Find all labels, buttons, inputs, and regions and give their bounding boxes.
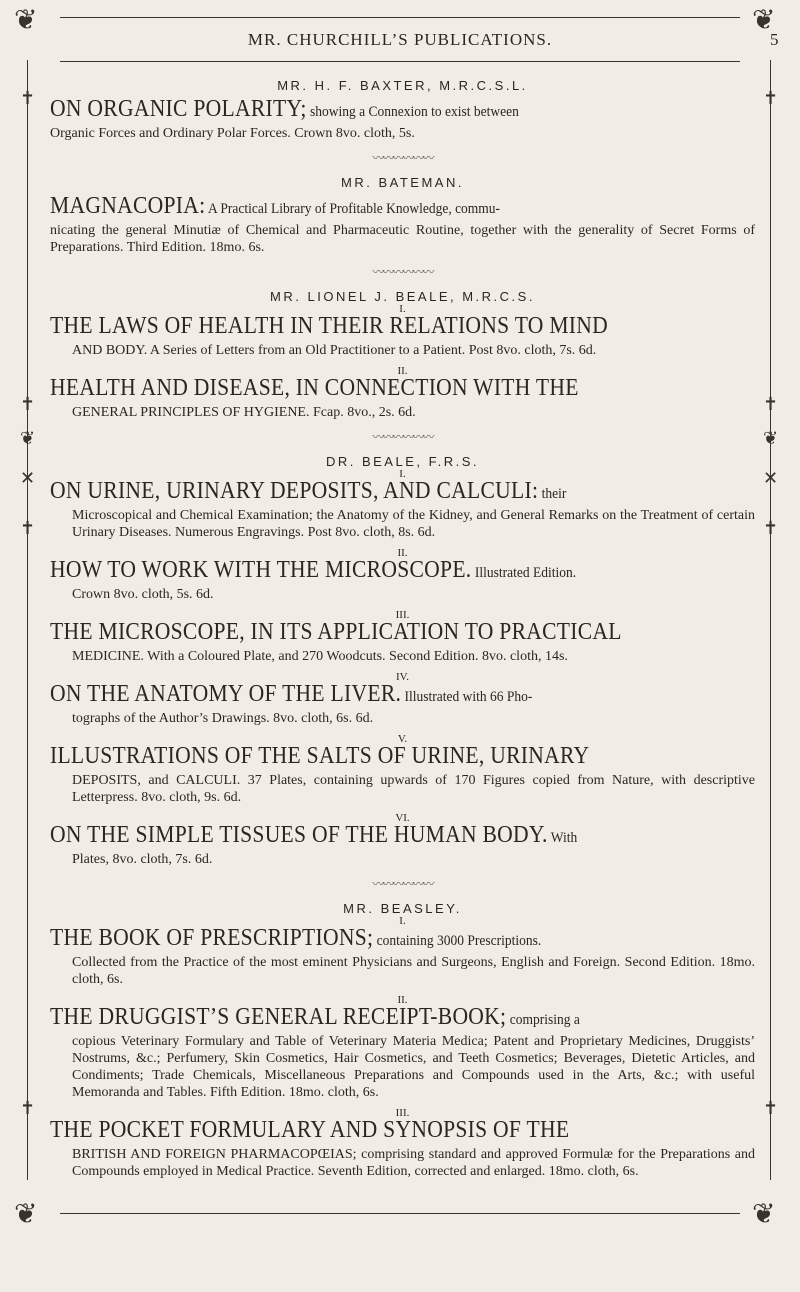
catalogue-entry [50,734,755,806]
entry-title-main: ON THE ANATOMY OF THE LIVER. [50,681,402,707]
entry-title-tail: comprising a [506,1012,580,1028]
entry-title-main: THE LAWS OF HEALTH IN THEIR RELATIONS TO MIND [50,313,609,339]
author-heading: MR. LIONEL J. BEALE, M.R.C.S. [270,289,535,304]
side-ornament-left-5: ✝ [20,518,36,539]
entry-title-main: ON URINE, URINARY DEPOSITS, AND CALCULI: [50,478,539,504]
entry-numeral: III. [395,609,410,621]
entry-title [50,479,685,507]
entry-title [50,1118,685,1146]
entry-description: Crown 8vo. cloth, 5s. 6d. [72,587,214,602]
author-heading: MR. BEASLEY. [343,901,462,916]
side-ornament-left-1: ✝ [20,88,36,109]
side-ornament-right-5: ✝ [763,518,779,539]
entry-description: Organic Forces and Ordinary Polar Forces. Crown 8vo. cloth, 5s. [50,126,415,141]
side-ornament-left-6: ✝ [20,1098,36,1119]
entry-title-tail: Illustrated with 66 Pho- [401,689,533,705]
side-ornament-right-2: ✝ [763,394,779,415]
entry-title [50,620,685,648]
author-section-bateman [50,175,755,280]
catalogue-entry [50,304,755,359]
author-heading: DR. BEALE, F.R.S. [325,454,480,469]
wavy-divider: 〰〰〰〰〰〰 [372,151,433,165]
entry-numeral: II. [397,365,408,377]
entry-title-tail: their [538,486,567,502]
border-right-rule [770,60,771,1180]
catalogue-entry [50,548,755,603]
author-section-lionel-beale [50,289,755,445]
catalogue-entry [50,916,755,988]
side-ornament-left-2: ✝ [20,394,36,415]
author-section-baxter [50,78,755,166]
side-ornament-right-6: ✝ [763,1098,779,1119]
entry-title-main: ON THE SIMPLE TISSUES OF THE HUMAN BODY. [50,822,548,848]
entry-title [50,926,685,954]
entry-title [50,194,685,222]
catalogue-entry [50,469,755,541]
entry-description: Microscopical and Chemical Examination; the Anatomy of the Kidney, and General Remarks on the Treatment of certain Urinary Diseases. Numerous Engravings. Post 8vo. cloth, 8s. 6d. [72,508,755,540]
entry-title [50,823,685,851]
corner-ornament-top-left: ❦ [14,3,38,36]
entry-description: DEPOSITS, and CALCULI. 37 Plates, containing upwards of 170 Figures copied from Nature, with descriptive Letterpress. 8vo. cloth, 9s. 6d. [72,773,755,805]
entry-description: AND BODY. A Series of Letters from an Old Practitioner to a Patient. Post 8vo. cloth, 7s. 6d. [72,343,597,358]
entry-title [50,1005,685,1033]
catalogue-entry [50,366,755,421]
border-top-rule [60,17,740,18]
entry-description: tographs of the Author’s Drawings. 8vo. cloth, 6s. 6d. [72,711,374,726]
wavy-divider: 〰〰〰〰〰〰 [372,430,433,444]
side-ornament-right-4: ✕ [763,468,779,489]
author-heading: MR. BATEMAN. [341,175,464,190]
entry-title-main: ILLUSTRATIONS OF THE SALTS OF URINE, URINARY [50,743,590,769]
author-section-beasley [50,901,755,1180]
entry-numeral: I. [399,468,406,480]
corner-ornament-bottom-right: ❦ [752,1197,776,1230]
entry-title-tail: A Practical Library of Profitable Knowledge, commu- [205,201,501,217]
entry-title-main: HEALTH AND DISEASE, IN CONNECTION WITH THE [50,375,579,401]
catalogue-entry [50,672,755,727]
catalogue-entry [50,194,755,256]
entry-numeral: II. [397,547,408,559]
side-ornament-left-3: ❦ [20,428,36,449]
border-left-rule [27,60,28,1180]
page-number: 5 [770,30,779,49]
entry-title [50,558,685,586]
entry-title-tail: containing 3000 Prescriptions. [373,933,542,949]
entry-numeral: IV. [396,671,409,683]
entry-numeral: I. [399,915,406,927]
entry-title [50,314,685,342]
entry-description: nicating the general Minutiæ of Chemical and Pharmaceutic Routine, together with the generality of Secret Forms of Preparations. Third Edition. 18mo. 6s. [50,223,755,255]
entry-description: Plates, 8vo. cloth, 7s. 6d. [72,852,213,867]
entry-title-tail: showing a Connexion to exist between [306,104,519,120]
entry-title-main: THE MICROSCOPE, IN ITS APPLICATION TO PRACTICAL [50,619,622,645]
corner-ornament-bottom-left: ❦ [14,1197,38,1230]
entry-title [50,682,685,710]
entry-numeral: II. [397,994,408,1006]
wavy-divider: 〰〰〰〰〰〰 [372,265,433,279]
border-bottom-rule [60,1213,740,1214]
entry-title-main: THE BOOK OF PRESCRIPTIONS; [50,925,374,951]
corner-ornament-top-right: ❦ [752,3,776,36]
entry-numeral: I. [399,303,406,315]
entry-title-main: THE POCKET FORMULARY AND SYNOPSIS OF THE [50,1117,570,1143]
running-title: MR. CHURCHILL’S PUBLICATIONS. [247,30,553,49]
wavy-divider: 〰〰〰〰〰〰 [372,877,433,891]
side-ornament-right-1: ✝ [763,88,779,109]
author-section-dr-beale [50,454,755,892]
side-ornament-right-3: ❦ [763,428,779,449]
entry-description: BRITISH AND FOREIGN PHARMACOPŒIAS; comprising standard and approved Formulæ for the Preparations and Compounds employed in Medical Practice. Seventh Edition, corrected and enlarged. 18mo. cloth, 6s. [72,1147,755,1179]
entry-numeral: VI. [395,812,410,824]
catalogue-entry [50,813,755,868]
entry-description: GENERAL PRINCIPLES OF HYGIENE. Fcap. 8vo., 2s. 6d. [72,405,416,420]
entry-numeral: III. [395,1107,410,1119]
entry-title [50,744,685,772]
entry-title [50,97,685,125]
entry-title-tail: With [547,830,578,846]
entry-title [50,376,685,404]
entry-title-main: HOW TO WORK WITH THE MICROSCOPE. [50,557,472,583]
catalogue-entry [50,97,755,142]
entry-numeral: V. [397,733,408,745]
entry-title-main: THE DRUGGIST’S GENERAL RECEIPT-BOOK; [50,1004,507,1030]
catalogue-entry [50,610,755,665]
entry-title-main: MAGNACOPIA: [50,193,206,219]
author-heading: MR. H. F. BAXTER, M.R.C.S.L. [277,78,528,93]
catalogue-entry [50,1108,755,1180]
entry-title-tail: Illustrated Edition. [471,565,577,581]
entry-title-main: ON ORGANIC POLARITY; [50,96,307,122]
entry-description: Collected from the Practice of the most eminent Physicians and Surgeons, English and Foreign. Second Edition. 18mo. cloth, 6s. [72,955,755,987]
entry-description: copious Veterinary Formulary and Table of Veterinary Materia Medica; Patent and Proprietary Medicines, Druggists’ Nostrums, &c.; Perfumery, Skin Cosmetics, Hair Cosmetics, and Teeth Cosmetics; Beverages, Dietetic Articles, and Condiments; Trade Chemicals, Miscellaneous Preparations and Compounds used in the Arts, &c.; with useful Memoranda and Tables. Fifth Edition. 18mo. cloth, 6s. [72,1034,755,1100]
catalogue-content [50,78,755,1187]
header-rule [60,61,740,62]
entry-description: MEDICINE. With a Coloured Plate, and 270 Woodcuts. Second Edition. 8vo. cloth, 14s. [72,649,568,664]
catalogue-entry [50,995,755,1101]
side-ornament-left-4: ✕ [20,468,36,489]
